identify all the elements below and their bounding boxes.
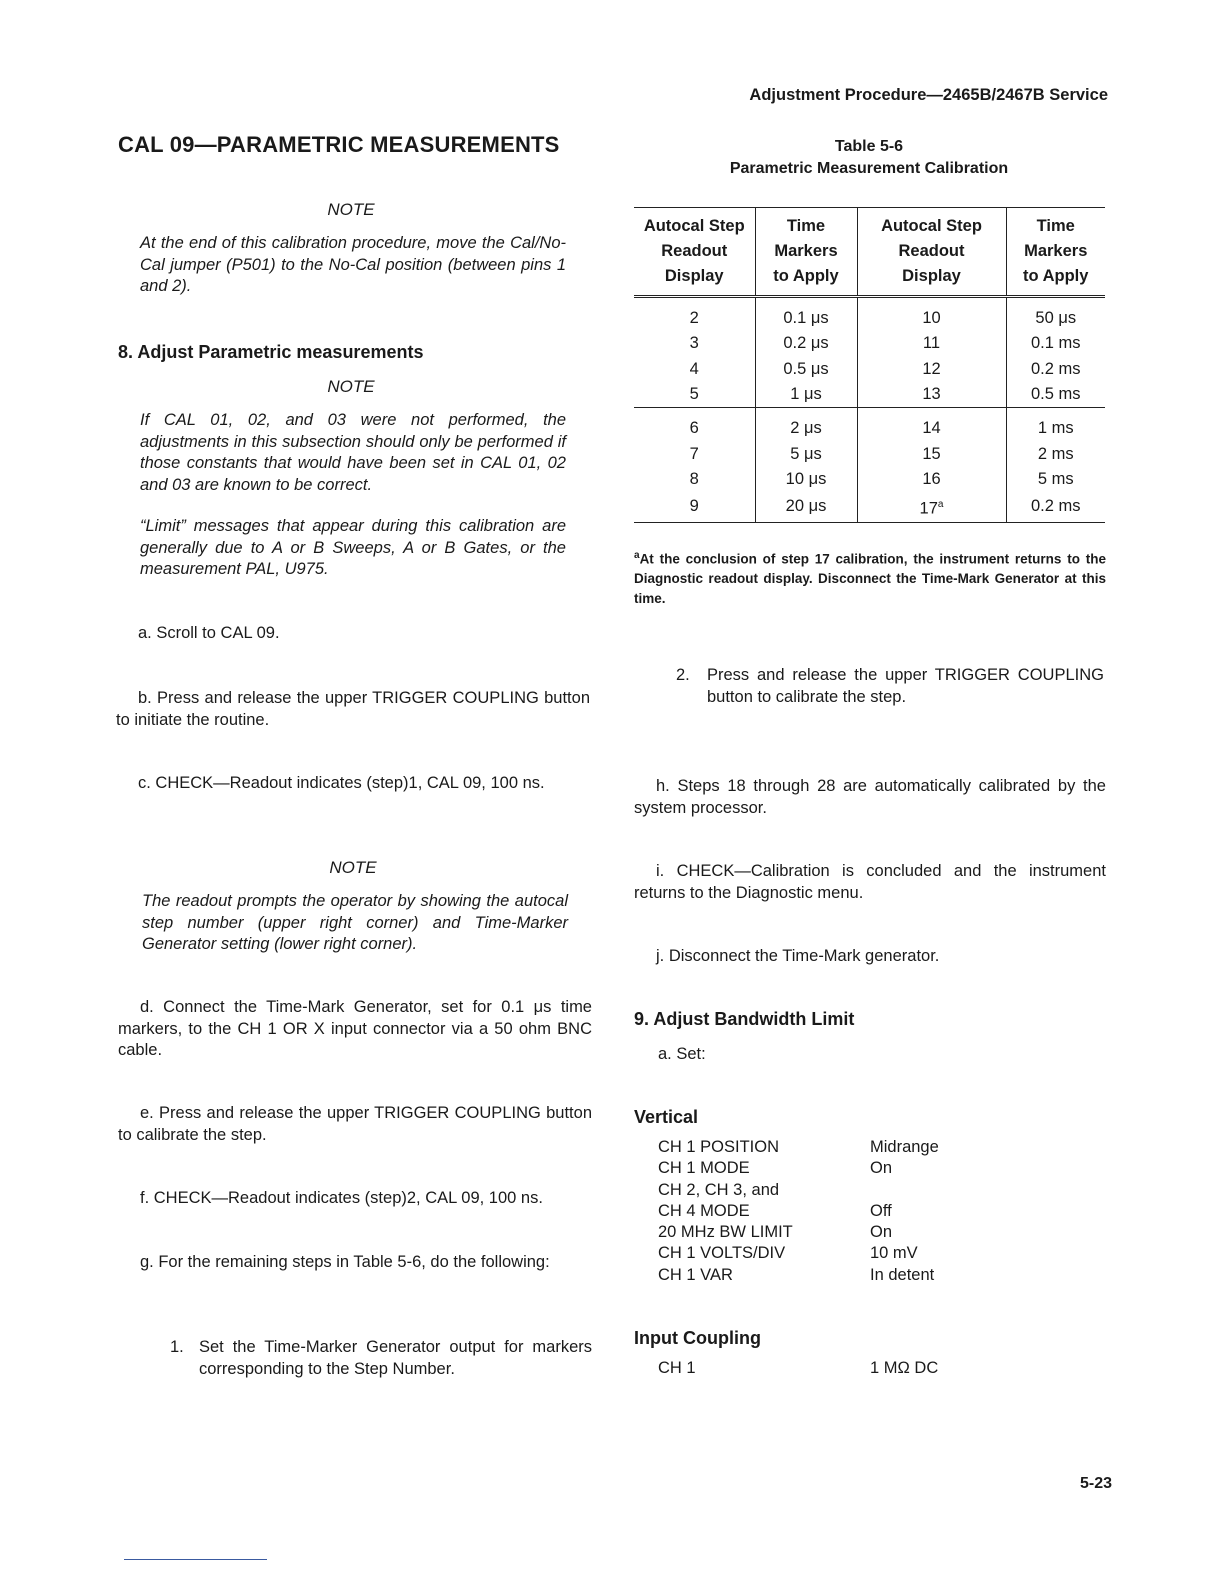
step-text: a. Scroll to CAL 09. (138, 624, 280, 642)
step-a (116, 623, 590, 645)
setting-value: 10 mV (870, 1244, 918, 1262)
column-header: Time Markers to Apply (1006, 208, 1105, 297)
setting-value: Off (870, 1202, 892, 1220)
table-cell: 6 (634, 408, 755, 442)
step-c (116, 773, 590, 795)
table-cell: 10 μs (755, 467, 857, 492)
step-text: b. Press and release the upper TRIGGER COUPLING button to initiate the routine. (116, 689, 590, 729)
table-cell: 0.1 ms (1030, 334, 1081, 353)
table-cell: 2 (634, 297, 755, 332)
step-text: g. For the remaining steps in Table 5-6, do the following: (140, 1253, 550, 1271)
section-title: CAL 09—PARAMETRIC MEASUREMENTS (118, 132, 560, 157)
table-cell: 0.2 ms (1006, 492, 1105, 522)
table-cell: 17$^a$ (857, 492, 1006, 522)
table-cell: 50 μs (1035, 309, 1077, 328)
table-cell: 1 ms (1037, 419, 1074, 438)
table-cell: 10 (857, 297, 1006, 332)
setting-value: In detent (870, 1266, 935, 1284)
table-cell: 0.5 μs (755, 357, 857, 382)
table-row (634, 441, 1105, 466)
table-cell: 0.2 μs (755, 331, 857, 356)
setting-value: 1 MΩ DC (870, 1359, 939, 1377)
footer-rule (124, 1559, 267, 1560)
table-cell: 11 (857, 331, 1006, 356)
table-cell: 0.1 μs (755, 297, 857, 332)
note-label: NOTE (327, 377, 375, 396)
table-row (634, 492, 1105, 522)
table-row (634, 297, 1105, 332)
table-cell: 13 (857, 382, 1006, 408)
settings-heading: Vertical (634, 1107, 699, 1127)
setting-label: CH 2, CH 3, and (658, 1181, 780, 1199)
step-text: f. CHECK—Readout indicates (step)2, CAL 09, 100 ns. (140, 1189, 543, 1207)
setting-value: Midrange (870, 1138, 939, 1156)
step-text: j. Disconnect the Time-Mark generator. (656, 947, 940, 965)
table-cell: 14 (857, 408, 1006, 442)
setting-value: On (870, 1159, 893, 1177)
table-row (634, 331, 1105, 356)
step-text: d. Connect the Time-Mark Generator, set for 0.1 μs time markers, to the CH 1 OR X input connector via a 50 ohm BNC cable. (118, 998, 592, 1059)
table-cell: 5 ms (1037, 469, 1074, 488)
step-i (634, 861, 1106, 904)
table-cell: 0.5 ms (1006, 382, 1105, 408)
table-footnote (634, 546, 1106, 608)
calibration-table (634, 207, 1105, 523)
step-h (634, 776, 1106, 819)
table-cell: 9 (634, 492, 755, 522)
step-number: 1. (170, 1338, 184, 1356)
footnote-marker: a (937, 499, 944, 511)
setting-label: CH 1 VAR (658, 1266, 733, 1284)
column-header: Time Markers to Apply (755, 208, 857, 297)
table-cell: 8 (634, 467, 755, 492)
table-header-row (634, 208, 1105, 297)
table-title: Parametric Measurement Calibration (729, 160, 1009, 177)
setting-label: CH 1 VOLTS/DIV (658, 1244, 786, 1262)
table-number: Table 5-6 (834, 138, 904, 155)
table-cell: 12 (857, 357, 1006, 382)
table-cell: 5 μs (755, 441, 857, 466)
table-cell: 7 (634, 441, 755, 466)
step-j (634, 946, 1106, 968)
table-cell: 1 μs (755, 382, 857, 408)
table-row (634, 357, 1105, 382)
table-cell: 0.2 ms (1030, 359, 1081, 378)
step-g2 (676, 665, 1104, 708)
note-text: If CAL 01, 02, and 03 were not performed, the adjustments in this subsection should only be performed if those constants that would have been set in CAL 01, 02 and 03 are known to be correct. (140, 411, 566, 494)
footnote-marker: a (634, 550, 640, 561)
step-text: i. CHECK—Calibration is concluded and the instrument returns to the Diagnostic menu. (634, 862, 1106, 902)
table-cell: 15 (857, 441, 1006, 466)
table-cell: 3 (634, 331, 755, 356)
column-header: Autocal Step Readout Display (634, 208, 755, 297)
note-label: NOTE (327, 200, 375, 219)
note-text: “Limit” messages that appear during this calibration are generally due to A or B Sweeps, A or B Gates, or the measurement PAL, U975. (140, 517, 566, 578)
table-cell: 16 (857, 467, 1006, 492)
page-number: 5-23 (1079, 1475, 1112, 1492)
table-row (634, 408, 1105, 442)
step-text: h. Steps 18 through 28 are automatically calibrated by the system processor. (634, 777, 1106, 817)
step-number: 2. (676, 666, 690, 684)
vertical-settings (0, 1137, 1224, 1287)
subsection-title: 9. Adjust Bandwidth Limit (634, 1009, 855, 1029)
note-text: The readout prompts the operator by showing the autocal step number (upper right corner) and Time-Marker Generator setting (lower right corner). (142, 892, 568, 953)
setting-label: CH 1 MODE (658, 1159, 750, 1177)
step-g1 (170, 1337, 592, 1380)
setting-label: CH 1 (658, 1359, 696, 1377)
step-text: Press and release the upper TRIGGER COUPLING button to calibrate the step. (707, 666, 1104, 706)
step-text: c. CHECK—Readout indicates (step)1, CAL 09, 100 ns. (138, 774, 545, 792)
step-text: e. Press and release the upper TRIGGER COUPLING button to calibrate the step. (118, 1104, 592, 1144)
setting-label: CH 4 MODE (658, 1202, 750, 1220)
running-head: Adjustment Procedure—2465B/2467B Service (749, 86, 1108, 104)
step-text: Set the Time-Marker Generator output for markers corresponding to the Step Number. (199, 1338, 592, 1378)
table-row (634, 382, 1105, 408)
step-9a: a. Set: (658, 1045, 706, 1063)
footnote-text: At the conclusion of step 17 calibration, the instrument returns to the Diagnostic readout display. Disconnect the Time-Mark Generator at this time. (634, 551, 1106, 606)
note-text: At the end of this calibration procedure, move the Cal/No-Cal jumper (P501) to the No-Cal position (between pins 1 and 2). (140, 234, 566, 295)
setting-value: On (870, 1223, 893, 1241)
table-caption (634, 136, 1104, 180)
table-cell: 2 ms (1037, 444, 1074, 463)
step-d (118, 997, 592, 1062)
setting-label: 20 MHz BW LIMIT (658, 1223, 793, 1241)
table-cell: 2 μs (755, 408, 857, 442)
table-cell: 20 μs (755, 492, 857, 522)
note-label: NOTE (329, 858, 377, 877)
table-cell: 4 (634, 357, 755, 382)
settings-heading: Input Coupling (634, 1328, 761, 1348)
setting-label: CH 1 POSITION (658, 1138, 780, 1156)
table-cell: 5 (634, 382, 755, 408)
column-header: Autocal Step Readout Display (857, 208, 1006, 297)
subsection-title: 8. Adjust Parametric measurements (118, 342, 424, 362)
table-row (634, 467, 1105, 492)
step-b (116, 688, 590, 731)
